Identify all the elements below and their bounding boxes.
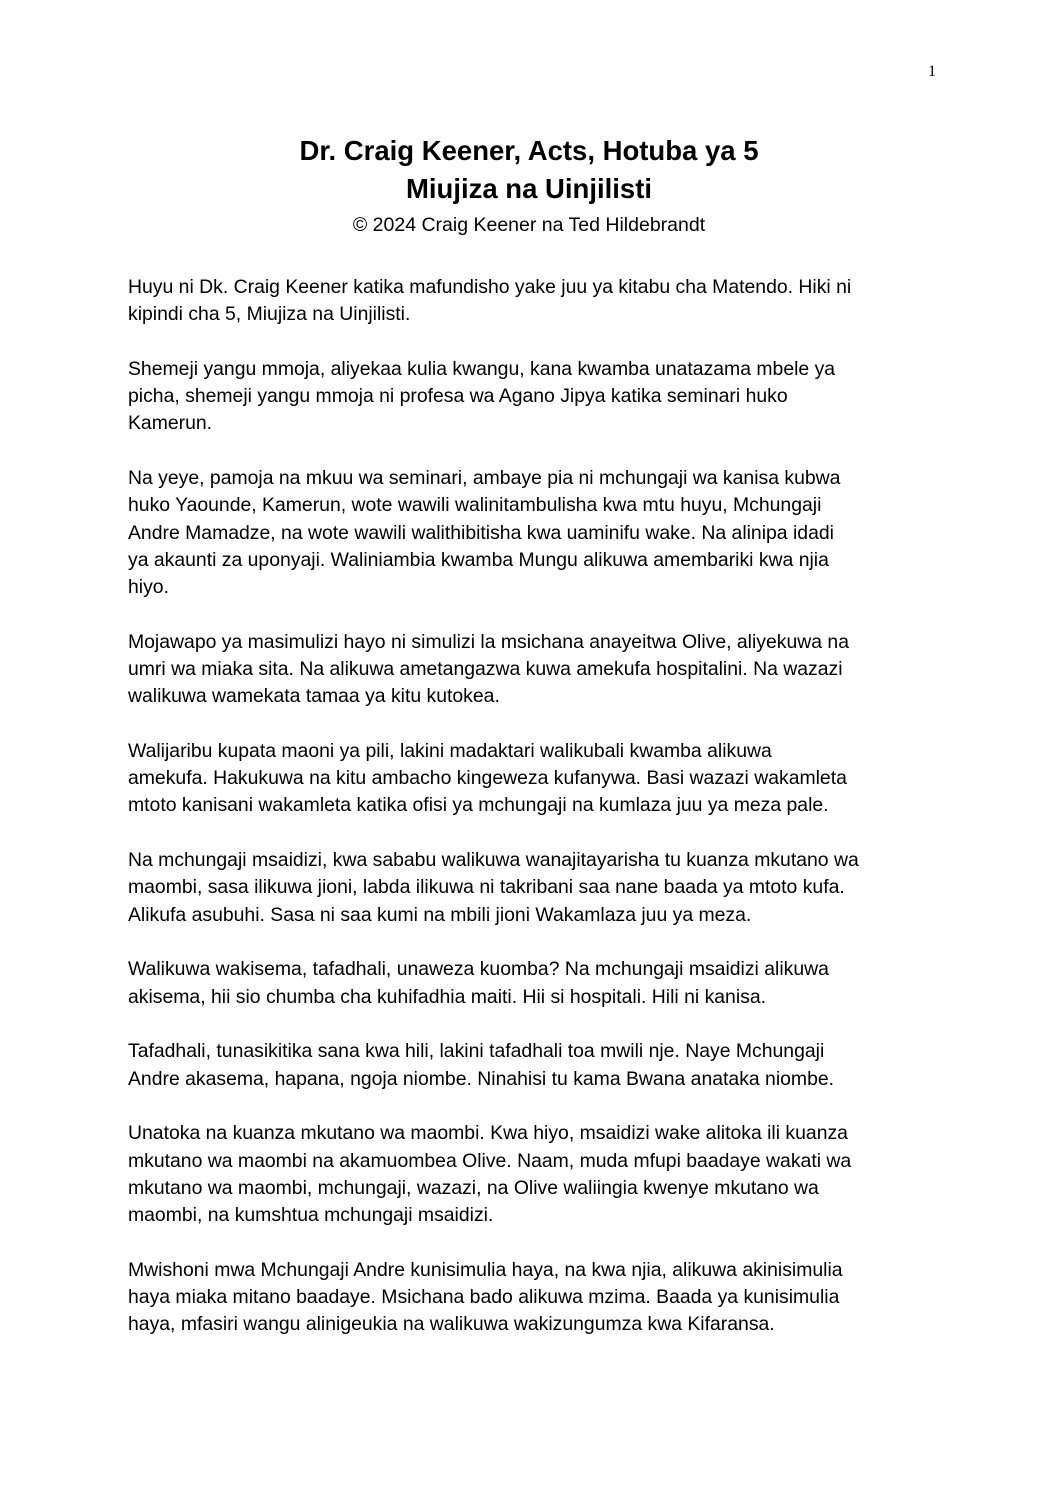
paragraph — [128, 1038, 934, 1092]
paragraph — [128, 956, 934, 1010]
paragraph — [128, 274, 934, 328]
paragraph-line: hiyo. — [128, 576, 169, 599]
paragraph-line: Walikuwa wakisema, tafadhali, unaweza kuomba? Na mchungaji msaidizi alikuwa — [128, 958, 829, 981]
title-line-2: Miujiza na Uinjilisti — [406, 173, 652, 204]
paragraph-line: Andre akasema, hapana, ngoja niombe. Ninahisi tu kama Bwana anataka niombe. — [128, 1067, 835, 1090]
paragraph — [128, 356, 934, 438]
paragraph-line: Shemeji yangu mmoja, aliyekaa kulia kwangu, kana kwamba unatazama mbele ya — [128, 358, 836, 380]
paragraph-line: walikuwa wamekata tamaa ya kitu kutokea. — [128, 685, 500, 708]
paragraph-line: akisema, hii sio chumba cha kuhifadhia maiti. Hii si hospitali. Hili ni kanisa. — [128, 985, 767, 1008]
paragraph — [128, 1257, 934, 1339]
document-header — [128, 132, 930, 238]
paragraph-line: kipindi cha 5, Miujiza na Uinjilisti. — [128, 303, 411, 326]
paragraph-line: haya, mfasiri wangu alinigeukia na walikuwa wakizungumza kwa Kifaransa. — [128, 1313, 775, 1336]
paragraph — [128, 629, 934, 711]
paragraph-line: Alikufa asubuhi. Sasa ni saa kumi na mbili jioni Wakamlaza juu ya meza. — [128, 903, 752, 926]
paragraph-line: picha, shemeji yangu mmoja ni profesa wa Agano Jipya katika seminari huko — [128, 385, 788, 408]
paragraph-line: Na yeye, pamoja na mkuu wa seminari, ambaye pia ni mchungaji wa kanisa kubwa — [128, 467, 841, 490]
paragraph-line: maombi, na kumshtua mchungaji msaidizi. — [128, 1204, 494, 1227]
paragraph-line: umri wa miaka sita. Na alikuwa ametangazwa kuwa amekufa hospitalini. Na wazazi — [128, 658, 843, 681]
paragraph — [128, 847, 934, 929]
paragraph-line: mkutano wa maombi na akamuombea Olive. Naam, muda mfupi baadaye wakati wa — [128, 1149, 852, 1172]
paragraph-line: huko Yaounde, Kamerun, wote wawili walinitambulisha kwa mtu huyu, Mchungaji — [128, 494, 822, 517]
paragraph-line: Walijaribu kupata maoni ya pili, lakini madaktari walikubali kwamba alikuwa — [128, 740, 772, 763]
paragraph-line: maombi, sasa ilikuwa jioni, labda ilikuwa ni takribani saa nane baada ya mtoto kufa. — [128, 876, 845, 899]
copyright-notice: © 2024 Craig Keener na Ted Hildebrandt — [352, 214, 706, 236]
paragraph-line: haya miaka mitano baadaye. Msichana bado alikuwa mzima. Baada ya kunisimulia — [128, 1286, 840, 1309]
paragraph — [128, 465, 934, 601]
paragraph-line: Unatoka na kuanza mkutano wa maombi. Kwa hiyo, msaidizi wake alitoka ili kuanza — [128, 1122, 848, 1145]
paragraph-line: Mwishoni mwa Mchungaji Andre kunisimulia haya, na kwa njia, alikuwa akinisimulia — [128, 1258, 843, 1281]
paragraph-line: ya akaunti za uponyaji. Waliniambia kwamba Mungu alikuwa amembariki kwa njia — [128, 548, 829, 571]
paragraph-line: Mojawapo ya masimulizi hayo ni simulizi la msichana anayeitwa Olive, aliyekuwa na — [128, 630, 849, 653]
paragraph — [128, 1120, 934, 1229]
page-number: 1 — [928, 63, 936, 80]
paragraph — [128, 738, 934, 820]
document-body — [128, 274, 934, 1366]
paragraph-line: mtoto kanisani wakamleta katika ofisi ya mchungaji na kumlaza juu ya meza pale. — [128, 794, 829, 817]
paragraph-line: Tafadhali, tunasikitika sana kwa hili, lakini tafadhali toa mwili nje. Naye Mchungaji — [128, 1040, 825, 1063]
paragraph-line: Huyu ni Dk. Craig Keener katika mafundisho yake juu ya kitabu cha Matendo. Hiki ni — [128, 276, 852, 298]
paragraph-line: Andre Mamadze, na wote wawili walithibitisha kwa uaminifu wake. Na alinipa idadi — [128, 521, 834, 544]
paragraph-line: Kamerun. — [128, 412, 213, 435]
paragraph-line: Na mchungaji msaidizi, kwa sababu walikuwa wanajitayarisha tu kuanza mkutano wa — [128, 849, 859, 872]
title-line-1: Dr. Craig Keener, Acts, Hotuba ya 5 — [299, 135, 759, 166]
paragraph-line: mkutano wa maombi, mchungaji, wazazi, na Olive waliingia kwenye mkutano wa — [128, 1176, 819, 1199]
paragraph-line: amekufa. Hakukuwa na kitu ambacho kingeweza kufanywa. Basi wazazi wakamleta — [128, 767, 847, 790]
